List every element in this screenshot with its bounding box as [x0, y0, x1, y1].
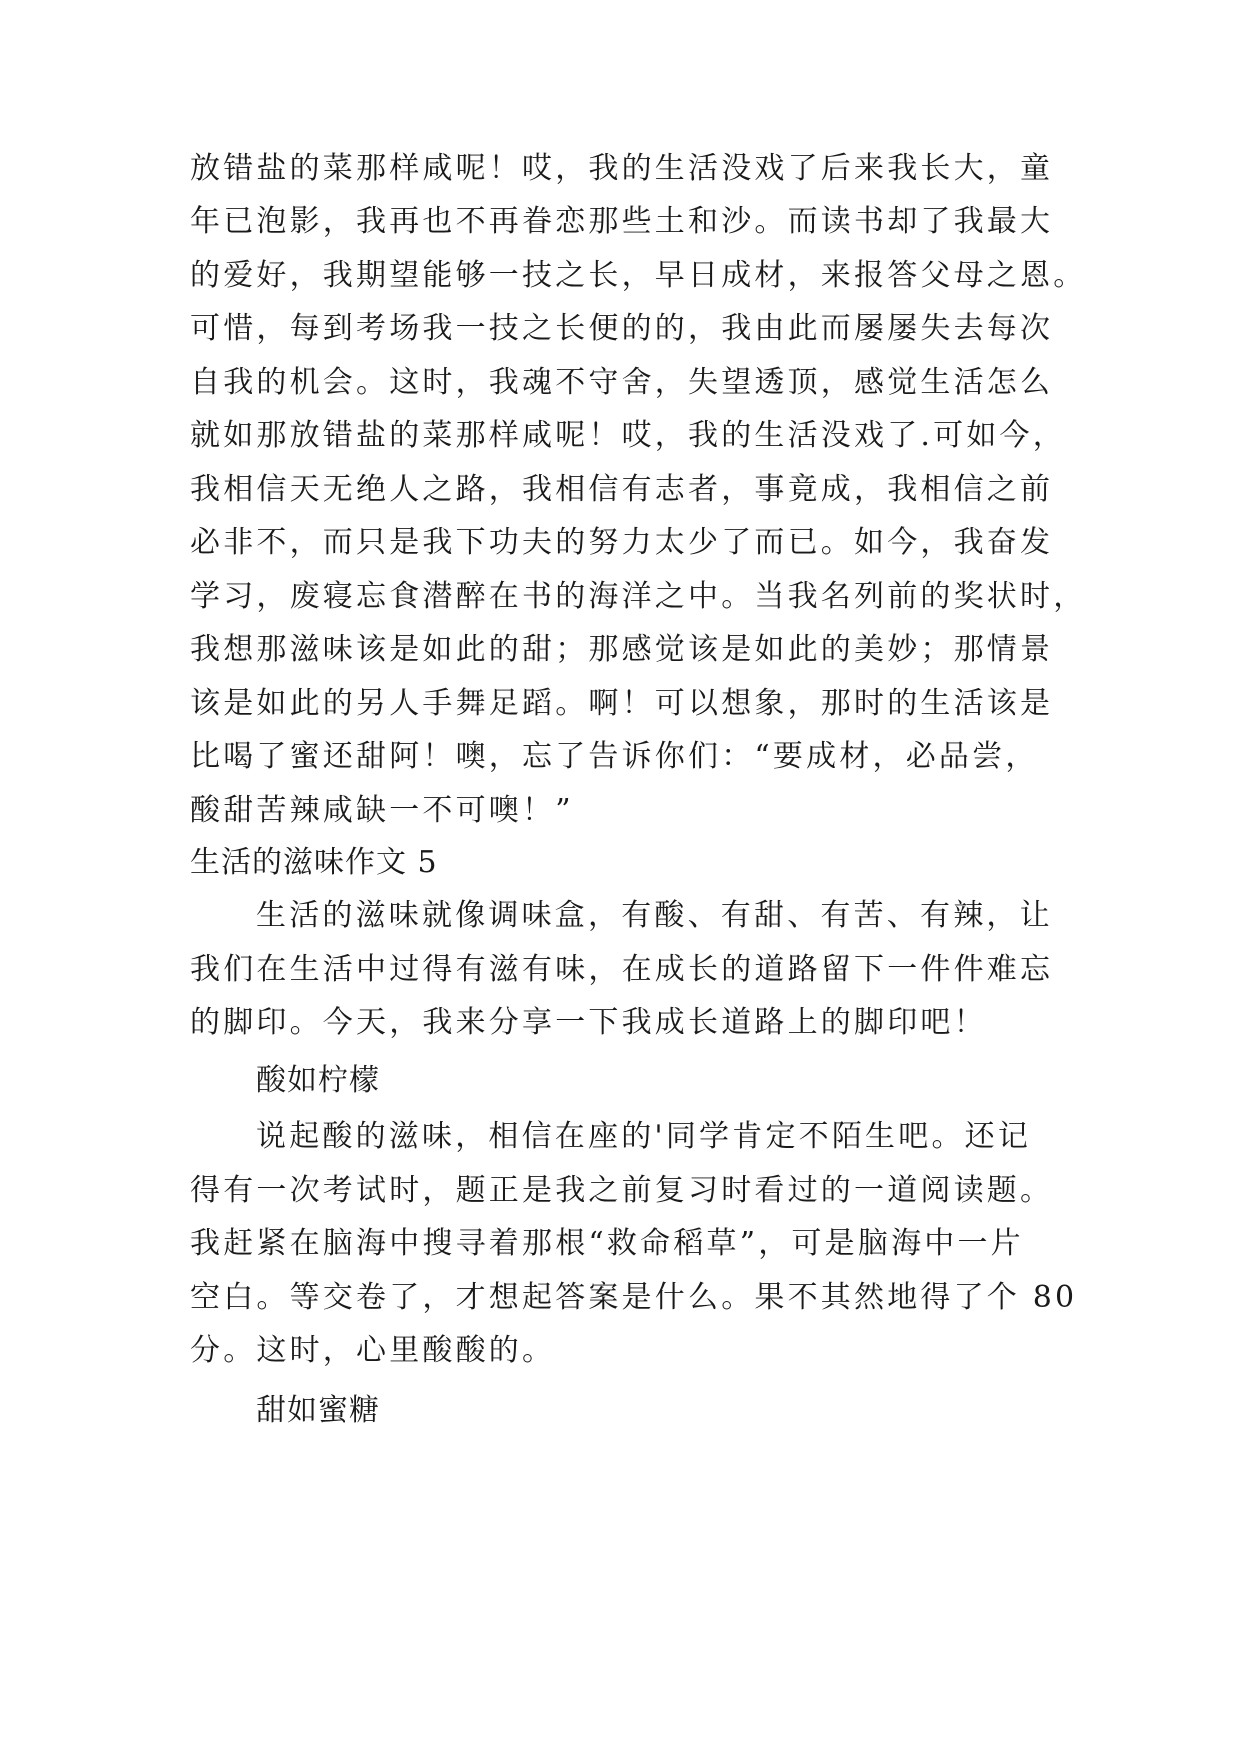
paragraph-line: 得有一次考试时，题正是我之前复习时看过的一道阅读题。	[190, 1173, 1054, 1208]
paragraph-line: 年已泡影，我再也不再眷恋那些土和沙。而读书却了我最大	[190, 204, 1054, 239]
paragraph-line: 学习，废寝忘食潜醉在书的海洋之中。当我名列前的奖状时，	[190, 579, 1087, 614]
subheading-sour: 酸如柠檬	[256, 1063, 380, 1098]
paragraph-line: 空白。等交卷了，才想起答案是什么。果不其然地得了个 80	[190, 1280, 1078, 1315]
paragraph-line: 的爱好，我期望能够一技之长，早日成材，来报答父母之恩。	[190, 258, 1087, 293]
paragraph-line: 可惜，每到考场我一技之长便的的，我由此而屡屡失去每次	[190, 311, 1054, 346]
paragraph-line: 必非不，而只是我下功夫的努力太少了而已。如今，我奋发	[190, 525, 1054, 560]
paragraph-line: 自我的机会。这时，我魂不守舍，失望透顶，感觉生活怎么	[190, 365, 1054, 400]
paragraph-line: 酸甜苦辣咸缺一不可噢！”	[190, 793, 574, 828]
paragraph-line: 我想那滋味该是如此的甜；那感觉该是如此的美妙；那情景	[190, 632, 1054, 667]
paragraph-line: 我们在生活中过得有滋有味，在成长的道路留下一件件难忘	[190, 952, 1054, 987]
paragraph-line: 生活的滋味就像调味盒，有酸、有甜、有苦、有辣，让	[256, 898, 1053, 933]
paragraph-line: 放错盐的菜那样咸呢！哎，我的生活没戏了后来我长大，童	[190, 151, 1054, 186]
paragraph-line: 说起酸的滋味，相信在座的'同学肯定不陌生吧。还记	[256, 1119, 1032, 1154]
paragraph-line: 比喝了蜜还甜阿！噢，忘了告诉你们：“要成材，必品尝，	[190, 739, 1039, 774]
paragraph-line: 分。这时，心里酸酸的。	[190, 1333, 556, 1368]
section-title: 生活的滋味作文 5	[190, 845, 438, 880]
paragraph-line: 就如那放错盐的菜那样咸呢！哎，我的生活没戏了.可如今，	[190, 418, 1066, 453]
paragraph-line: 我相信天无绝人之路，我相信有志者，事竟成，我相信之前	[190, 472, 1054, 507]
paragraph-line: 该是如此的另人手舞足蹈。啊！可以想象，那时的生活该是	[190, 686, 1054, 721]
subheading-sweet: 甜如蜜糖	[256, 1393, 380, 1428]
paragraph-line: 的脚印。今天，我来分享一下我成长道路上的脚印吧！	[190, 1005, 987, 1040]
paragraph-line: 我赶紧在脑海中搜寻着那根“救命稻草”，可是脑海中一片	[190, 1226, 1024, 1261]
